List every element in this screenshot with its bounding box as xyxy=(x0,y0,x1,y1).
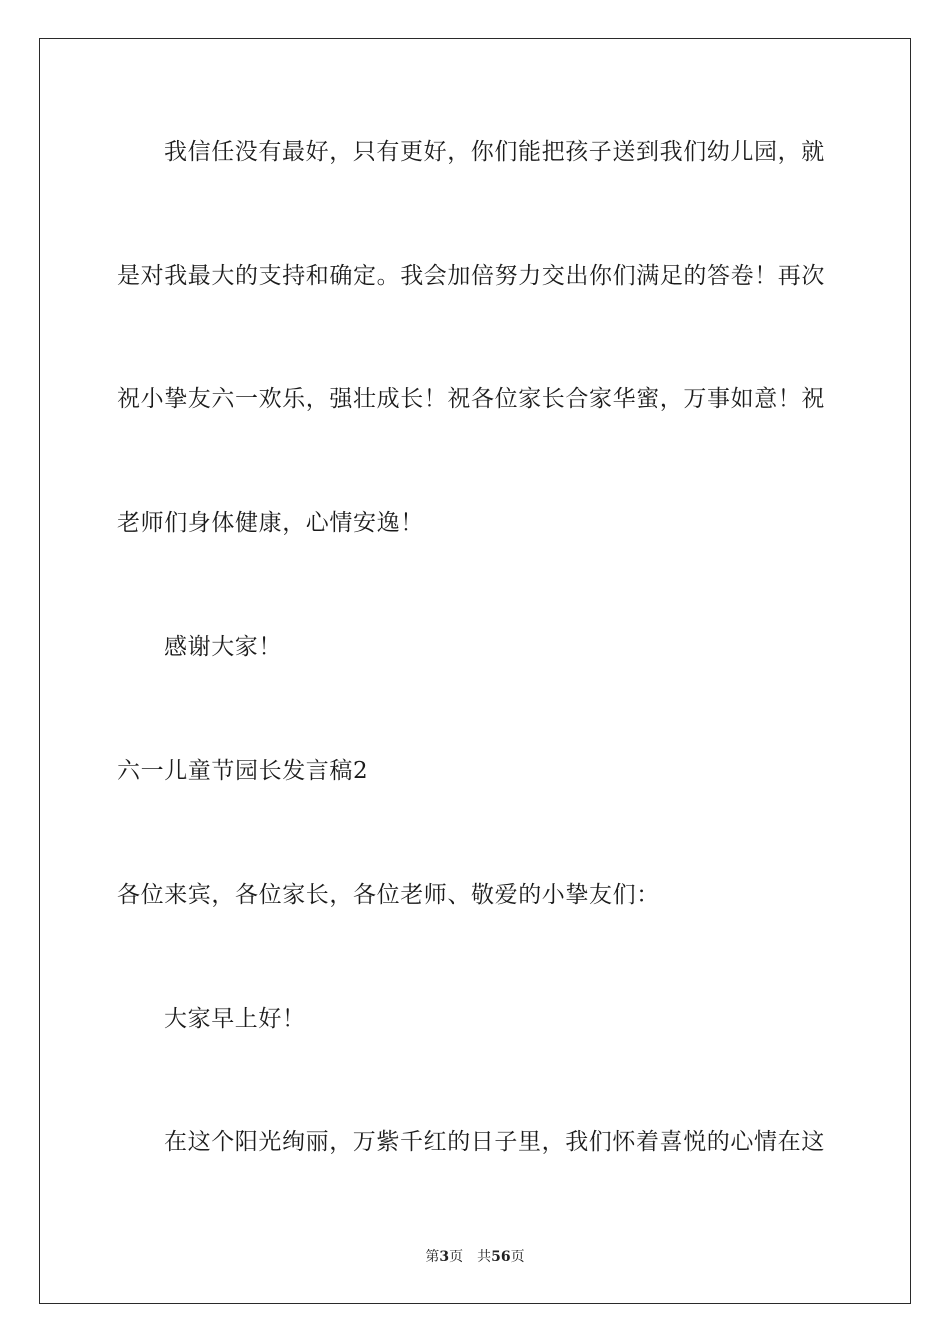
page-footer xyxy=(0,1248,950,1266)
thanks-line: 感谢大家！ xyxy=(164,634,282,660)
total-pages: 56 xyxy=(491,1249,511,1265)
paragraph-line: 老师们身体健康，心情安逸！ xyxy=(117,510,424,536)
total-prefix: 共 xyxy=(477,1249,492,1265)
paragraph-line: 我信任没有最好，只有更好，你们能把孩子送到我们幼儿园，就 xyxy=(164,139,825,165)
greeting: 大家早上好！ xyxy=(164,1006,306,1032)
total-suffix: 页 xyxy=(510,1249,525,1265)
paragraph-line: 祝小挚友六一欢乐，强壮成长！祝各位家长合家华蜜，万事如意！祝 xyxy=(117,386,825,412)
page-border xyxy=(39,38,911,1304)
paragraph-line: 是对我最大的支持和确定。我会加倍努力交出你们满足的答卷！再次 xyxy=(117,263,825,289)
page-number: 3 xyxy=(439,1249,450,1265)
opening-line: 在这个阳光绚丽，万紫千红的日子里，我们怀着喜悦的心情在这 xyxy=(164,1129,825,1155)
salutation: 各位来宾，各位家长，各位老师、敬爱的小挚友们： xyxy=(117,882,660,908)
page-suffix: 页 xyxy=(449,1249,464,1265)
page-prefix: 第 xyxy=(425,1249,440,1265)
section-title: 六一儿童节园长发言稿2 xyxy=(117,758,369,784)
